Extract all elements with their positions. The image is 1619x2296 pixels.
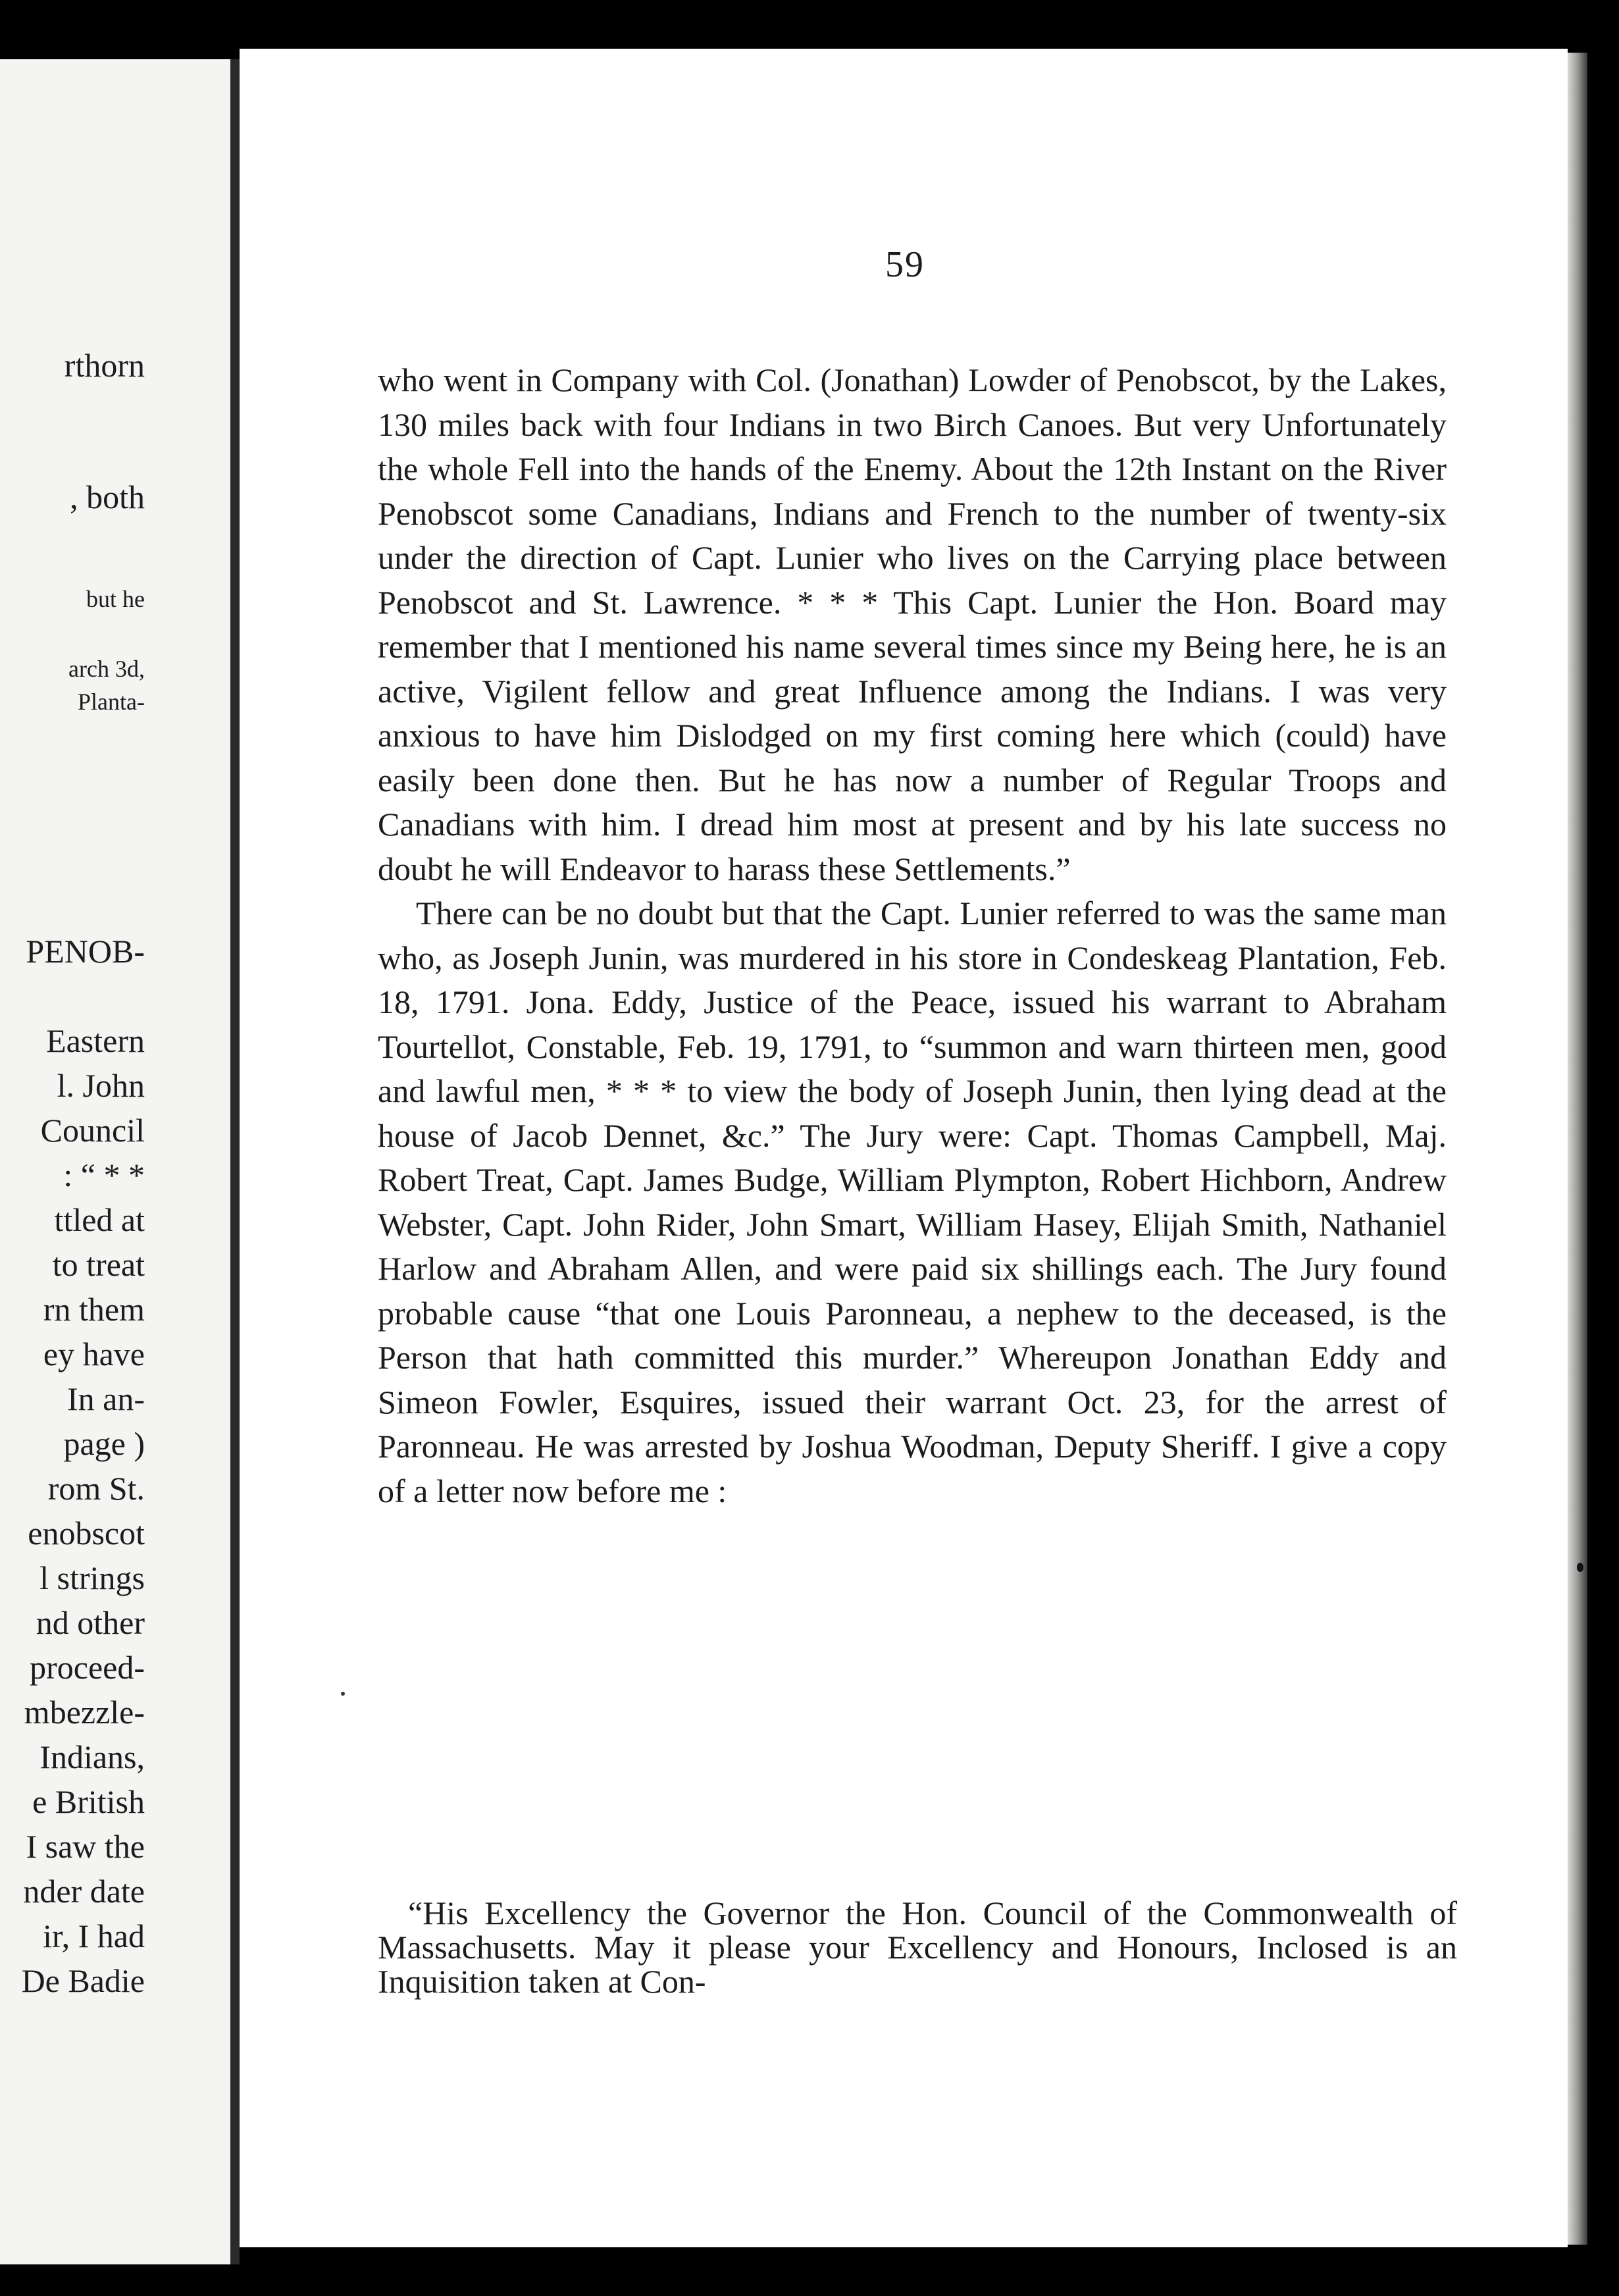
book-page <box>240 49 1568 2247</box>
facing-page-fragment: : “ * * <box>63 1157 145 1193</box>
letter-excerpt <box>378 1896 1457 1998</box>
book-gutter <box>230 59 240 2264</box>
paragraph: who went in Company with Col. (Jonathan) Lowder of Penobscot, by the Lakes, 130 miles back with four Indians in two Birch Canoes. But very Unfortunately the whole Fell into the hands of the Enemy. About the 12th Instant on the River Penobscot some Canadians, Indians and French to the number of twenty-six under the direction of Capt. Lunier who lives on the Carrying place between Penobscot and St. Lawrence. * * * This Capt. Lunier the Hon. Board may remember that I mentioned his name several times since my Being here, he is an active, Vigilent fellow and great Influence among the Indians. I was very anxious to have him Dislodged on my first coming here which (could) have easily been done then. But he has now a number of Regular Troops and Canadians with him. I dread him most at present and by his late success no doubt he will Endeavor to harass these Settlements.” <box>378 361 1447 887</box>
facing-page-fragment: mbezzle- <box>24 1694 145 1731</box>
facing-page-fragment: but he <box>86 586 145 612</box>
facing-page-fragment: Planta- <box>78 689 145 715</box>
facing-page-fragment: De Badie <box>21 1962 145 1999</box>
facing-page <box>0 59 230 2264</box>
facing-page-fragment: rthorn <box>64 347 145 384</box>
facing-page-fragment: l strings <box>39 1559 145 1596</box>
facing-page-fragment: Council <box>40 1112 145 1149</box>
page-number: 59 <box>885 244 925 285</box>
facing-page-fragment: I saw the <box>26 1828 145 1865</box>
letter-text: “His Excellency the Governor the Hon. Council of the Commonwealth of Massachusetts. May it please your Excellency and Honours, Inclosed is an Inquisition taken at Con- <box>378 1894 1457 2000</box>
paragraph: There can be no doubt but that the Capt. Lunier referred to was the same man who, as Joseph Junin, was murdered in his store in Condeskeag Plantation, Feb. 18, 1791. Jona. Eddy, Justice of the Peace, issued his warrant to Abraham Tourtellot, Constable, Feb. 19, 1791, to “summon and warn thirteen men, good and lawful men, * * * to view the body of Joseph Junin, then lying dead at the house of Jacob Dennet, &c.” The Jury were: Capt. Thomas Campbell, Maj. Robert Treat, Capt. James Budge, William Plympton, Robert Hichborn, Andrew Webster, Capt. John Rider, John Smart, William Hasey, Elijah Smith, Nathaniel Harlow and Abraham Allen, and were paid six shillings each. The Jury found probable cause “that one Louis Paronneau, a nephew to the deceased, is the Person that hath committed this murder.” Whereupon Jonathan Eddy and Simeon Fowler, Esquires, issued their warrant Oct. 23, for the arrest of Paronneau. He was arrested by Joshua Woodman, Deputy Sheriff. I give a copy of a letter now before me : <box>378 895 1447 1509</box>
facing-page-fragment: PENOB- <box>26 933 145 970</box>
facing-page-fragment: to treat <box>52 1246 145 1283</box>
facing-page-fragment: l. John <box>57 1067 145 1104</box>
scan-speck <box>1577 1563 1583 1572</box>
facing-page-fragment: , both <box>70 479 145 515</box>
facing-page-fragment: rom St. <box>47 1470 145 1507</box>
facing-page-fragment: e British <box>32 1783 145 1820</box>
facing-page-fragment: nder date <box>23 1873 145 1910</box>
facing-page-fragment: ey have <box>43 1336 145 1372</box>
facing-page-fragment: enobscot <box>28 1515 145 1552</box>
facing-page-fragment: rn them <box>43 1291 145 1328</box>
facing-page-fragment: ir, I had <box>43 1918 145 1954</box>
facing-page-fragment: ttled at <box>54 1201 145 1238</box>
body-text <box>378 358 1447 1513</box>
facing-page-fragment: proceed- <box>30 1649 145 1686</box>
facing-page-fragment: arch 3d, <box>68 656 145 682</box>
facing-page-fragment: nd other <box>36 1604 145 1641</box>
facing-page-fragment: Eastern <box>46 1022 145 1059</box>
facing-page-fragment: page ) <box>63 1425 145 1462</box>
facing-page-fragment: Indians, <box>39 1738 145 1775</box>
scan-speck <box>341 1692 345 1696</box>
facing-page-fragment: In an- <box>67 1380 145 1417</box>
page-edge-shadow <box>1568 53 1587 2245</box>
